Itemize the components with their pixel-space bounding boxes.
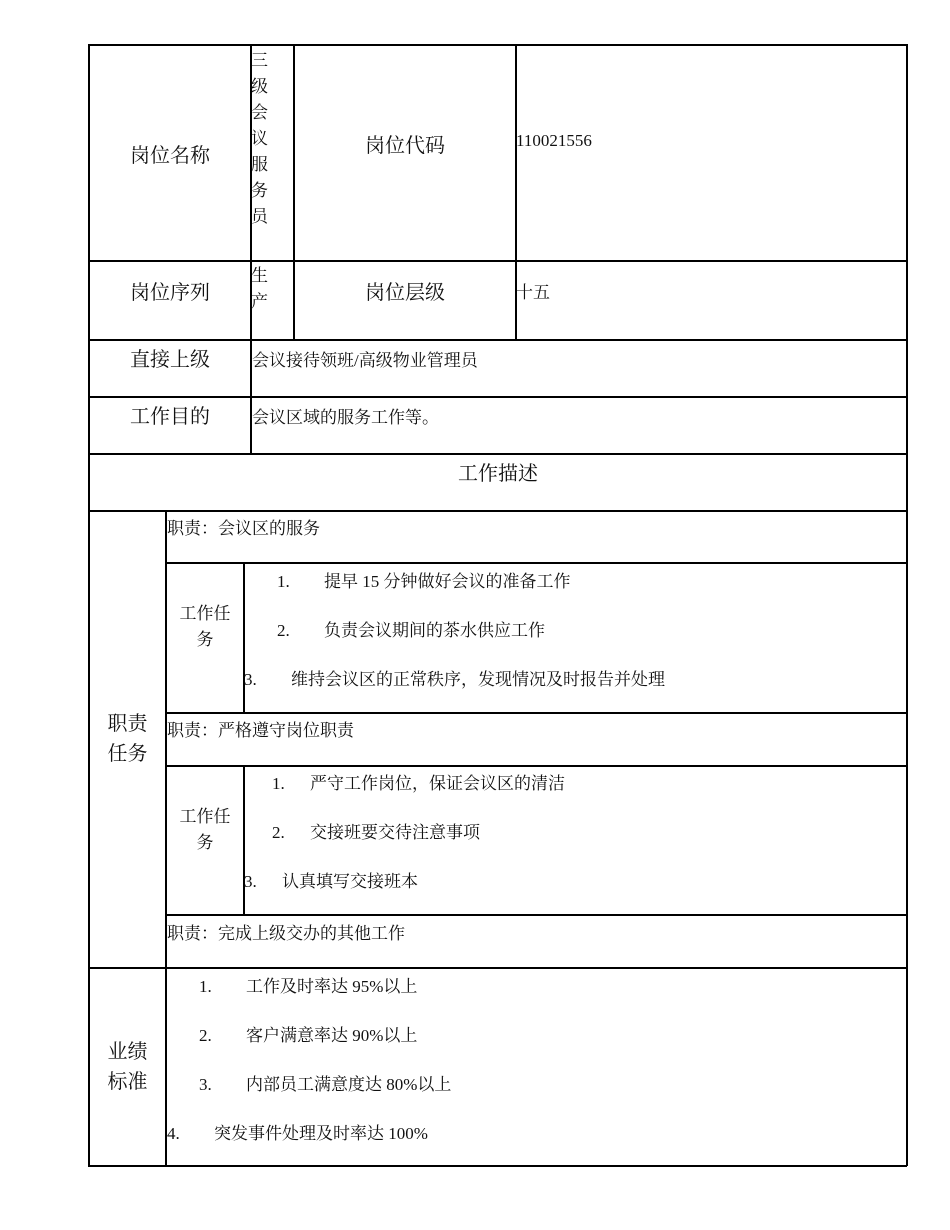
task-item [277, 567, 571, 592]
duty-title: 职责：完成上级交办的其他工作 [167, 924, 405, 943]
task-text: 维持会议区的正常秩序，发现情况及时报告并处理 [291, 670, 665, 689]
task-number: 3. [244, 670, 257, 689]
performance-number: 4. [167, 1124, 180, 1143]
post-series-value: 生产 [251, 266, 268, 311]
task-item [277, 616, 545, 641]
row-divider [88, 510, 907, 512]
post-name-label: 岗位名称 [130, 144, 210, 167]
task-text: 负责会议期间的茶水供应工作 [324, 621, 545, 640]
task-label [167, 767, 243, 893]
task-text: 提早 15 分钟做好会议的准备工作 [324, 572, 571, 591]
col-divider [243, 765, 245, 915]
row-divider [165, 765, 907, 767]
post-name-value: 三级会议服务员 [251, 51, 268, 226]
task-label-text: 工作任务 [179, 807, 231, 852]
purpose-label: 工作目的 [130, 405, 210, 428]
performance-text: 内部员工满意度达 80%以上 [246, 1075, 452, 1094]
row-divider [165, 562, 907, 564]
table-border [88, 1165, 907, 1167]
task-item [244, 665, 665, 690]
task-text: 认真填写交接班本 [282, 872, 418, 891]
task-text: 交接班要交待注意事项 [310, 823, 480, 842]
task-label [167, 564, 243, 690]
post-level-value: 十五 [516, 283, 550, 302]
duty-title: 职责：严格遵守岗位职责 [167, 721, 354, 740]
task-item [272, 769, 565, 794]
performance-item [199, 1021, 417, 1046]
task-item [244, 867, 418, 892]
superior-value: 会议接待领班/高级物业管理员 [252, 351, 478, 370]
task-number: 1. [272, 774, 285, 793]
superior-label: 直接上级 [130, 348, 210, 371]
duty-title: 职责：会议区的服务 [167, 519, 320, 538]
row-divider [88, 967, 907, 969]
table-border [906, 44, 908, 1166]
task-number: 2. [277, 621, 290, 640]
performance-number: 2. [199, 1026, 212, 1045]
performance-text: 工作及时率达 95%以上 [246, 977, 418, 996]
performance-item [199, 1070, 451, 1095]
performance-item [199, 972, 417, 997]
task-item [272, 818, 480, 843]
task-text: 严守工作岗位，保证会议区的清洁 [310, 774, 565, 793]
post-level-label: 岗位层级 [365, 281, 445, 304]
post-series-label: 岗位序列 [130, 281, 210, 304]
post-code-label: 岗位代码 [365, 134, 445, 157]
performance-label [90, 969, 165, 1165]
duties-label [90, 512, 165, 966]
performance-number: 1. [199, 977, 212, 996]
purpose-value: 会议区域的服务工作等。 [252, 408, 439, 427]
task-number: 2. [272, 823, 285, 842]
post-code-value: 110021556 [516, 131, 592, 150]
performance-item [167, 1119, 428, 1144]
performance-label-text: 业绩标准 [107, 1041, 148, 1093]
col-divider [243, 562, 245, 713]
task-label-text: 工作任务 [179, 604, 231, 649]
duties-label-text: 职责任务 [107, 713, 148, 765]
performance-text: 突发事件处理及时率达 100% [214, 1124, 428, 1143]
performance-text: 客户满意率达 90%以上 [246, 1026, 418, 1045]
work-description-title: 工作描述 [458, 462, 538, 485]
task-number: 3. [244, 872, 257, 891]
task-number: 1. [277, 572, 290, 591]
row-divider [165, 712, 907, 714]
performance-number: 3. [199, 1075, 212, 1094]
row-divider [165, 914, 907, 916]
